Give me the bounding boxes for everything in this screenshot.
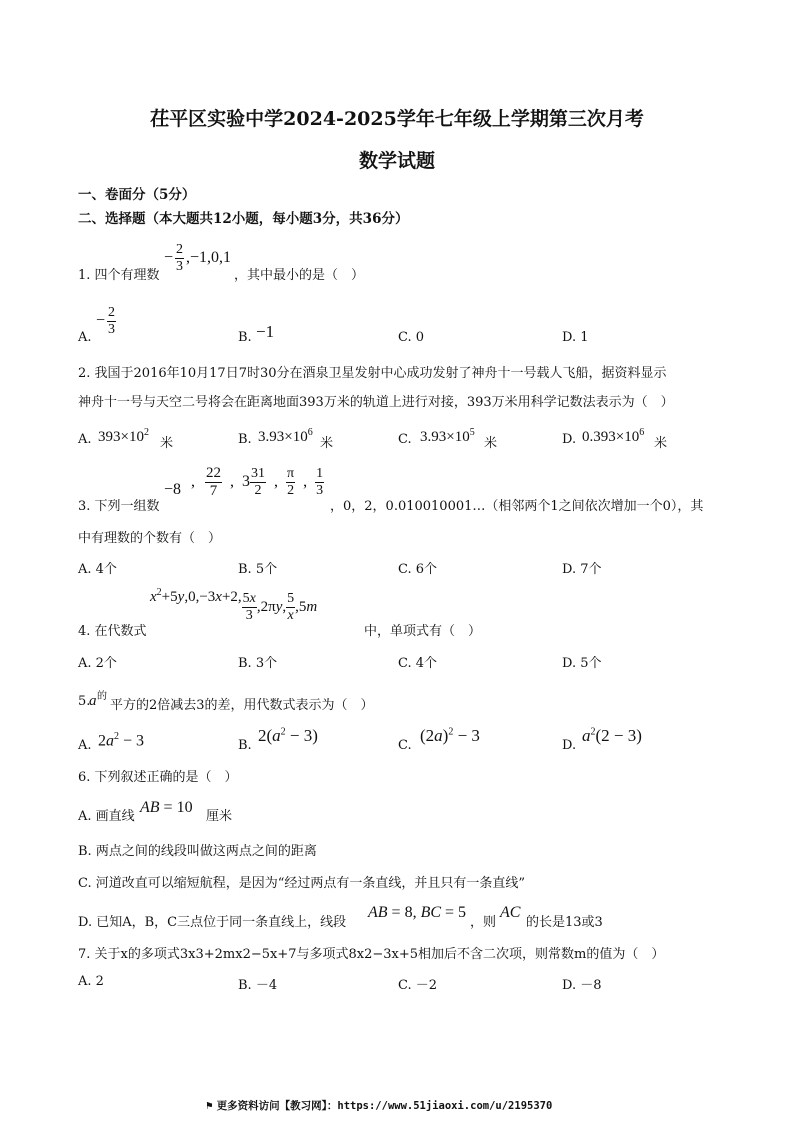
q1-option-b-label: B. [238, 330, 252, 345]
section-2-heading: 二、选择题（本大题共12小题，每小题3分，共36分） [78, 211, 409, 227]
q3-option-d: D. 7个 [562, 562, 602, 577]
q6-option-c: C. 河道改直可以缩短航程，是因为“经过两点有一条直线，并且只有一条直线” [78, 876, 526, 891]
q6-option-a-pre: A. 画直线 [78, 809, 135, 824]
q1-stem-pre: 1. 四个有理数 [78, 268, 160, 283]
q5-option-b-math: $2(a^2 - 3)$ [258, 726, 318, 745]
flag-icon: ⚑ [206, 1099, 213, 1112]
q1-option-a-label: A. [78, 330, 92, 345]
q5-stem-post: 平方的2倍减去3的差，用代数式表示为（ ） [110, 698, 374, 713]
footer [206, 1098, 552, 1113]
q7-stem: 7. 关于x的多项式3x3+2mx2−5x+7与多项式8x2−3x+5相加后不含二次项，则常数m的值为（ ） [78, 947, 665, 962]
q5-option-a-label: A. [78, 738, 92, 753]
q6-option-d-post: 的长是13或3 [526, 915, 603, 930]
q4-math: $x^2+5y,0,-3x+2$, $\frac{5x}{3}$ ,2πy, $\frac{5}{x}$ ,5m [150, 587, 318, 623]
section-1-heading: 一、卷面分（5分） [78, 187, 196, 203]
q5-stem-number: 5. [78, 694, 91, 709]
q1-option-d: D. 1 [562, 330, 589, 345]
q7-option-d: D. －8 [562, 978, 602, 993]
q2-option-c-unit: 米 [484, 436, 498, 451]
q5-sup: 的 [97, 691, 107, 702]
q6-option-a-math: AB = 10 [140, 799, 193, 816]
q2-option-b-unit: 米 [320, 436, 334, 451]
q7-option-c: C. －2 [398, 978, 438, 993]
page-subtitle: 数学试题 [358, 150, 435, 172]
q1-stem-post: ，其中最小的是（ ） [234, 268, 365, 283]
q1-math: − $\frac{2}{3}$ ,−1,0,1 [164, 242, 232, 274]
q2-stem-line2: 神舟十一号与天空二号将会在距离地面393万米的轨道上进行对接，393万米用科学记数法表示为（ ） [78, 395, 674, 410]
q6-option-d-mid: ，则 [470, 915, 497, 930]
q4-option-b: B. 3个 [238, 656, 278, 671]
q2-stem-line1: 2. 我国于2016年10月17日7时30分在酒泉卫星发射中心成功发射了神舟十一号载人飞船，据资料显示 [78, 366, 667, 381]
q3-stem-post: ，0，2，0.010010001…（相邻两个1之间依次增加一个0），其 [330, 499, 704, 514]
q1-option-a-math: − $\frac{2}{3}$ [96, 305, 116, 337]
q7-option-b: B. －4 [238, 978, 278, 993]
q6-option-d-pre: D. 已知A，B，C三点位于同一条直线上，线段 [78, 915, 347, 930]
q1-option-b-math: −1 [256, 322, 275, 341]
q3-option-b: B. 5个 [238, 562, 278, 577]
footer-link[interactable]: 更多资料访问【教习网】：https://www.51jiaoxi.com/u/2195370 [216, 1100, 553, 1112]
q6-stem: 6. 下列叙述正确的是（ ） [78, 770, 238, 785]
q2-option-c-label: C. [398, 432, 412, 447]
q5-var: a [89, 693, 97, 709]
q3-option-a: A. 4个 [78, 562, 117, 577]
q4-option-d: D. 5个 [562, 656, 602, 671]
q5-option-c-math: $(2a)^2 - 3$ [420, 726, 480, 745]
q1-option-c: C. 0 [398, 330, 425, 345]
q3-stem-line2: 中有理数的个数有（ ） [78, 531, 222, 546]
q2-option-c-math: $3.93\times 10^5$ [420, 427, 475, 445]
q5-option-a-math: $2a^2 - 3$ [98, 731, 145, 750]
q4-option-c: C. 4个 [398, 656, 438, 671]
q5-option-d-math: $a^2(2 - 3)$ [582, 726, 642, 745]
q7-option-a: A. 2 [78, 974, 104, 989]
q5-option-c-label: C. [398, 738, 412, 753]
q2-option-a-label: A. [78, 432, 92, 447]
q2-option-a-math: $393\times 10^2$ [98, 427, 149, 445]
q5-option-d-label: D. [562, 738, 577, 753]
q6-option-b: B. 两点之间的线段叫做这两点之间的距离 [78, 844, 317, 859]
q2-option-d-math: $0.393\times 10^6$ [582, 427, 645, 445]
q1-fraction: $\frac{2}{3}$ [176, 242, 184, 274]
q4-option-a: A. 2个 [78, 656, 117, 671]
q6-option-d-math2: AC [500, 904, 521, 921]
q5-option-b-label: B. [238, 738, 252, 753]
page-title: 茌平区实验中学2024-2025学年七年级上学期第三次月考 [150, 108, 644, 130]
q2-option-a-unit: 米 [160, 436, 174, 451]
q4-stem-post: 中，单项式有（ ） [364, 624, 482, 639]
q6-option-d-math1: AB = 8, BC = 5 [368, 904, 467, 921]
q6-option-a-post: 厘米 [206, 809, 233, 824]
q2-option-b-math: $3.93\times 10^6$ [258, 427, 313, 445]
q4-stem-pre: 4. 在代数式 [78, 624, 147, 639]
q2-option-b-label: B. [238, 432, 252, 447]
q3-math: −8 , $\frac{22}{7}$ , 3 $\frac{31}{2}$ , $\frac{\pi}{2}$ , $\frac{1}{3}$ [164, 465, 324, 499]
q2-option-d-unit: 米 [654, 436, 668, 451]
q2-option-d-label: D. [562, 432, 577, 447]
q3-stem-pre: 3. 下列一组数 [78, 499, 160, 514]
q3-option-c: C. 6个 [398, 562, 438, 577]
